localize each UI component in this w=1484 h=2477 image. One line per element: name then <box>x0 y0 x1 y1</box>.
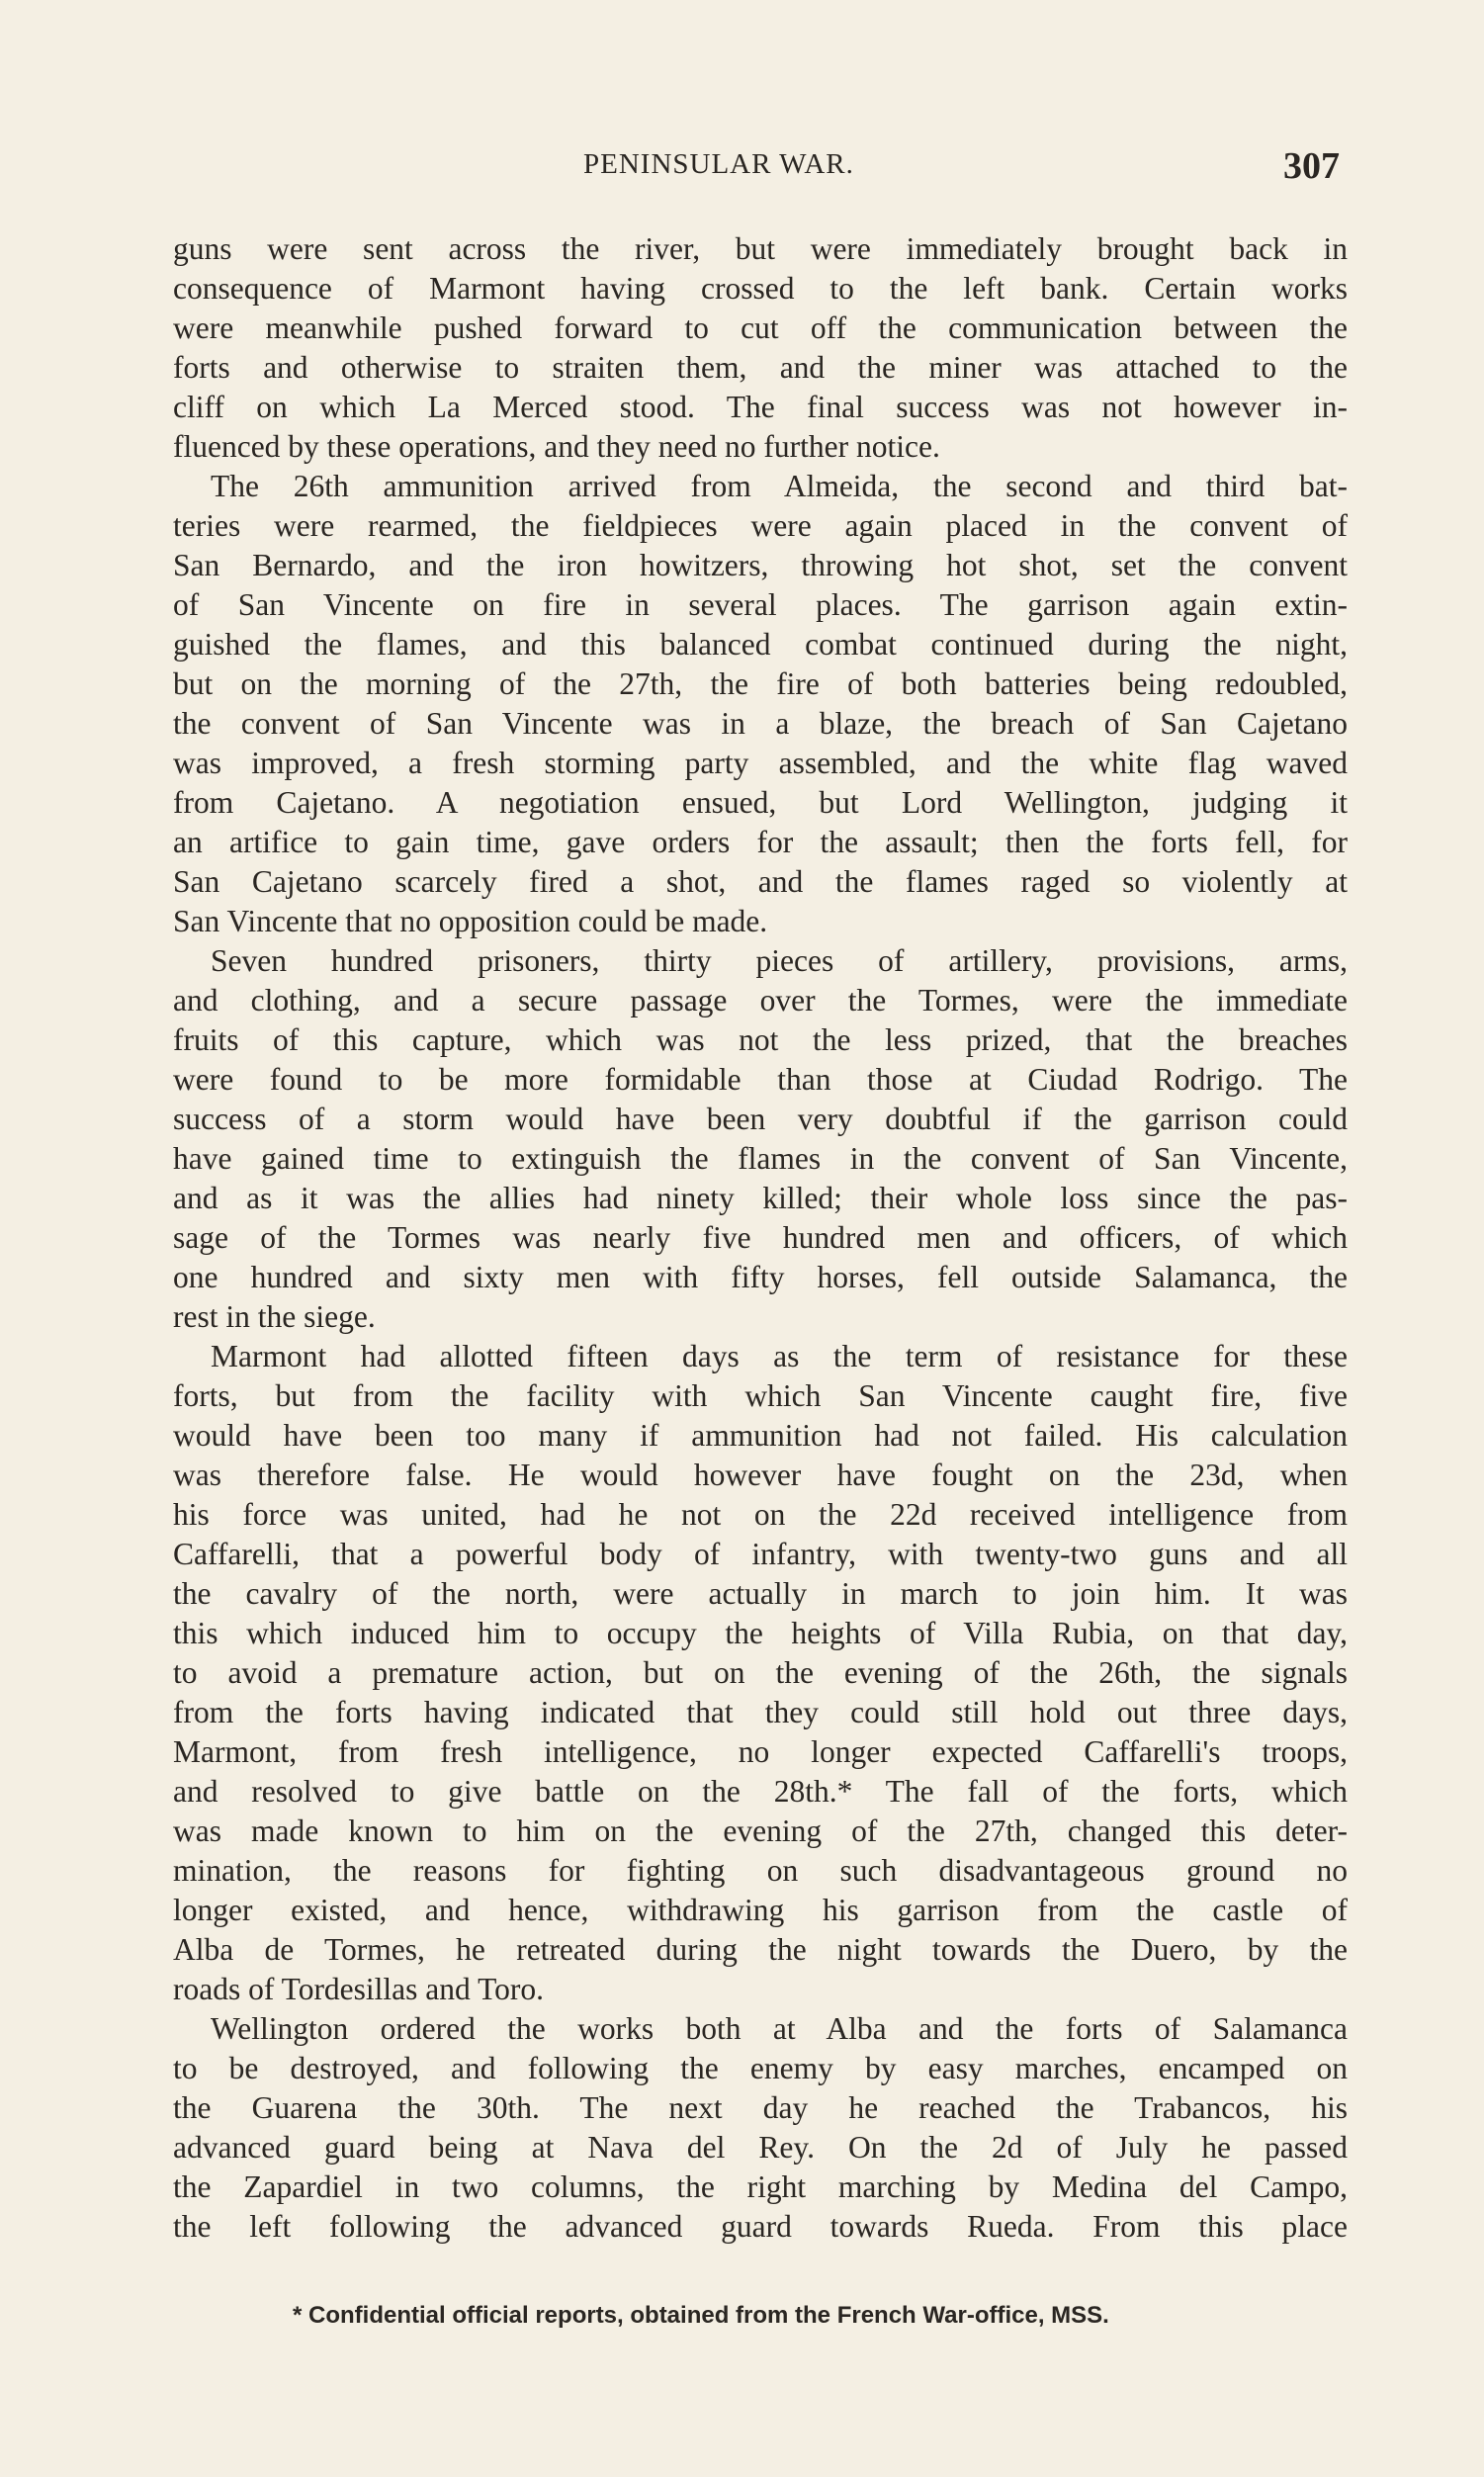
text-line: forts, but from the facility with which San Vincente caught fire, five <box>173 1378 1348 1413</box>
text-line: advanced guard being at Nava del Rey. On the 2d of July he passed <box>173 2130 1348 2165</box>
text-line: San Vincente that no opposition could be made. <box>173 904 768 938</box>
text-line: guished the flames, and this balanced combat continued during the night, <box>173 627 1348 662</box>
text-line: was therefore false. He would however have fought on the 23d, when <box>173 1458 1348 1492</box>
text-line: were found to be more formidable than those at Ciudad Rodrigo. The <box>173 1062 1348 1097</box>
text-line: forts and otherwise to straiten them, and the miner was attached to the <box>173 350 1348 385</box>
text-line: Wellington ordered the works both at Alba and the forts of Salamanca <box>211 2011 1348 2046</box>
text-line: fluenced by these operations, and they need no further notice. <box>173 429 940 464</box>
text-line: the Zapardiel in two columns, the right marching by Medina del Campo, <box>173 2169 1348 2204</box>
text-line: Marmont, from fresh intelligence, no longer expected Caffarelli's troops, <box>173 1734 1348 1769</box>
text-line: but on the morning of the 27th, the fire of both batteries being redoubled, <box>173 666 1348 701</box>
text-line: was made known to him on the evening of the 27th, changed this deter- <box>173 1814 1348 1848</box>
text-line: and resolved to give battle on the 28th.* The fall of the forts, which <box>173 1774 1348 1809</box>
text-line: an artifice to gain time, gave orders for the assault; then the forts fell, for <box>173 825 1348 859</box>
text-line: this which induced him to occupy the heights of Villa Rubia, on that day, <box>173 1616 1348 1650</box>
text-line: would have been too many if ammunition had not failed. His calculation <box>173 1418 1348 1453</box>
text-line: from the forts having indicated that they could still hold out three days, <box>173 1695 1348 1729</box>
text-line: was improved, a fresh storming party assembled, and the white flag waved <box>173 746 1348 780</box>
footnote: * Confidential official reports, obtained from the French War-office, MSS. <box>293 2302 1109 2329</box>
text-line: have gained time to extinguish the flames in the convent of San Vincente, <box>173 1141 1348 1176</box>
text-line: Alba de Tormes, he retreated during the night towards the Duero, by the <box>173 1932 1348 1967</box>
text-line: the left following the advanced guard towards Rueda. From this place <box>173 2209 1348 2244</box>
text-line: consequence of Marmont having crossed to the left bank. Certain works <box>173 271 1348 306</box>
text-line: The 26th ammunition arrived from Almeida, the second and third bat- <box>211 469 1348 503</box>
text-line: cliff on which La Merced stood. The final success was not however in- <box>173 390 1348 424</box>
text-line: guns were sent across the river, but were immediately brought back in <box>173 231 1348 266</box>
text-line: and clothing, and a secure passage over the Tormes, were the immediate <box>173 983 1348 1017</box>
text-line: from Cajetano. A negotiation ensued, but Lord Wellington, judging it <box>173 785 1348 820</box>
text-line: and as it was the allies had ninety killed; their whole loss since the pas- <box>173 1181 1348 1215</box>
text-line: mination, the reasons for fighting on such disadvantageous ground no <box>173 1853 1348 1888</box>
text-line: to be destroyed, and following the enemy by easy marches, encamped on <box>173 2051 1348 2085</box>
text-line: his force was united, had he not on the 22d received intelligence from <box>173 1497 1348 1532</box>
text-line: Seven hundred prisoners, thirty pieces of artillery, provisions, arms, <box>211 943 1348 978</box>
text-line: Caffarelli, that a powerful body of infantry, with twenty-two guns and all <box>173 1537 1348 1571</box>
text-line: San Bernardo, and the iron howitzers, throwing hot shot, set the convent <box>173 548 1348 582</box>
body-text <box>173 229 1348 2247</box>
page-number: 307 <box>1283 145 1340 187</box>
text-line: the Guarena the 30th. The next day he reached the Trabancos, his <box>173 2090 1348 2125</box>
text-line: to avoid a premature action, but on the evening of the 26th, the signals <box>173 1655 1348 1690</box>
text-line: were meanwhile pushed forward to cut off the communication between the <box>173 310 1348 345</box>
text-line: sage of the Tormes was nearly five hundred men and officers, of which <box>173 1220 1348 1255</box>
text-line: fruits of this capture, which was not the less prized, that the breaches <box>173 1022 1348 1057</box>
text-line: Marmont had allotted fifteen days as the term of resistance for these <box>211 1339 1348 1373</box>
text-line: the convent of San Vincente was in a blaze, the breach of San Cajetano <box>173 706 1348 741</box>
text-line: roads of Tordesillas and Toro. <box>173 1972 544 2006</box>
text-line: one hundred and sixty men with fifty horses, fell outside Salamanca, the <box>173 1260 1348 1294</box>
text-line: of San Vincente on fire in several places. The garrison again extin- <box>173 587 1348 622</box>
text-line: teries were rearmed, the fieldpieces were again placed in the convent of <box>173 508 1348 543</box>
text-line: the cavalry of the north, were actually in march to join him. It was <box>173 1576 1348 1611</box>
running-head: PENINSULAR WAR. <box>583 148 854 180</box>
text-line: rest in the siege. <box>173 1299 376 1334</box>
text-line: success of a storm would have been very doubtful if the garrison could <box>173 1102 1348 1136</box>
text-line: longer existed, and hence, withdrawing his garrison from the castle of <box>173 1893 1348 1927</box>
text-line: San Cajetano scarcely fired a shot, and the flames raged so violently at <box>173 864 1348 899</box>
